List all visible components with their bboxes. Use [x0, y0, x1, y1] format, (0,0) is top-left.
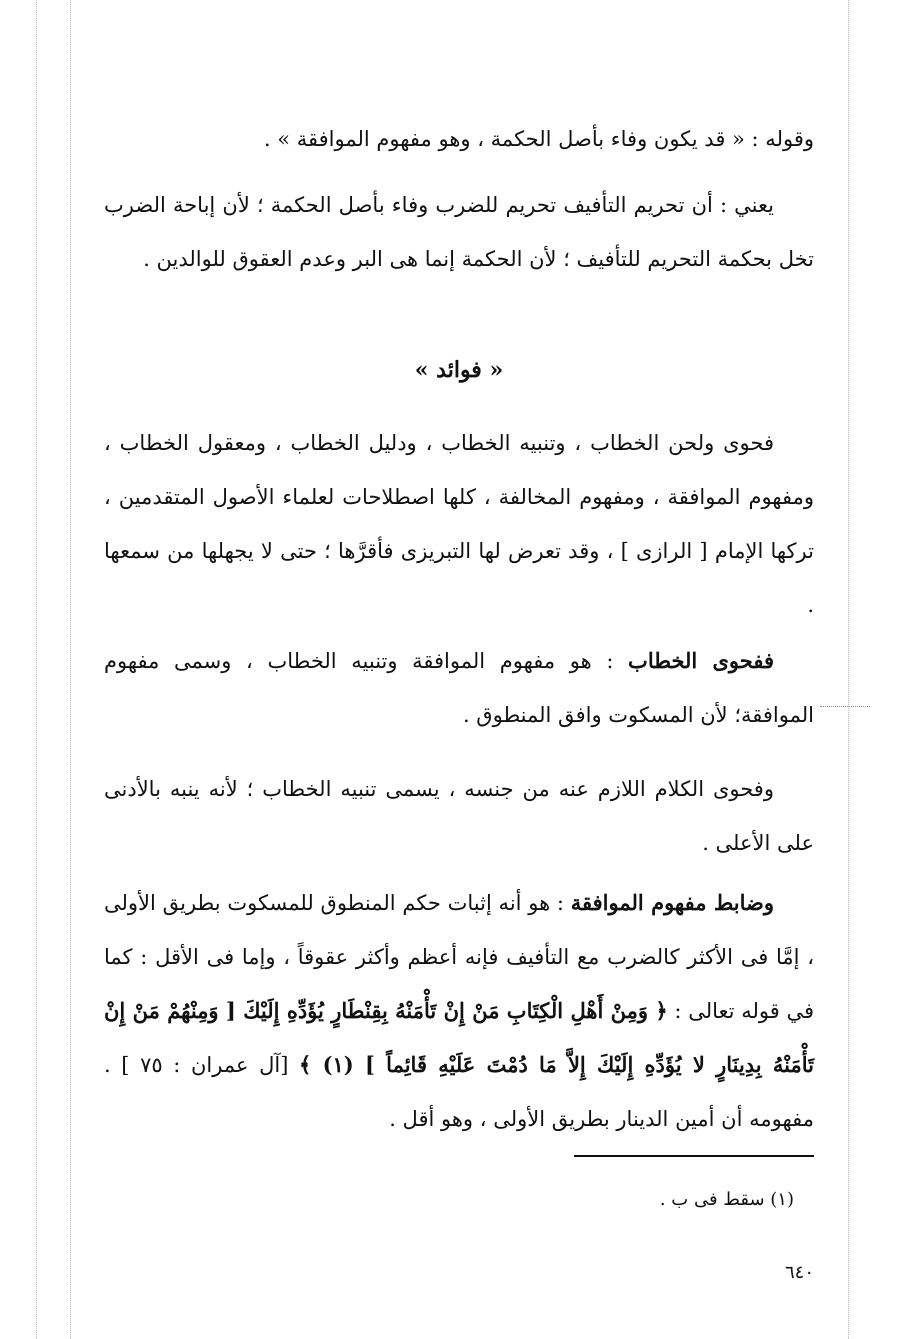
term-lead: ففحوى الخطاب [628, 648, 774, 673]
verse-reference: [آل عمران : ٧٥ ] . مفهومه أن أمين الدينار بطريق الأولى ، وهو أقل . [104, 1053, 814, 1131]
paragraph-dabit [104, 876, 814, 1146]
paragraph-explanation [104, 178, 814, 286]
paragraph-text: وفحوى الكلام اللازم عنه من جنسه ، يسمى تنبيه الخطاب ؛ لأنه ينبه بالأدنى على الأعلى . [104, 777, 814, 855]
paragraph-fahwa-kalam [104, 762, 814, 870]
term-text: : هو مفهوم الموافقة وتنبيه الخطاب ، وسمى مفهوم الموافقة؛ لأن المسكوت وافق المنطوق . [104, 649, 814, 727]
margin-mark [820, 706, 870, 707]
footnote: (١) سقط فى ب . [659, 1189, 794, 1210]
paragraph-text: يعني : أن تحريم التأفيف تحريم للضرب وفاء بأصل الحكمة ؛ لأن إباحة الضرب تخل بحكمة التحريم للتأفيف ؛ لأن الحكمة إنما هى البر وعدم العقوق للوالدين . [104, 193, 814, 271]
paragraph-text [104, 634, 814, 742]
quran-verse: ﴿ وَمِنْ أَهْلِ الْكِتَابِ مَنْ إِنْ تَأْمَنْهُ بِقِنْطَارٍ يُؤَدِّهِ إِلَيْكَ [ وَمِنْهُمْ مَنْ إِنْ تَأْمَنْهُ بِدِينَارٍ لا يُؤَدِّهِ إِلَيْكَ إِلاَّ مَا دُمْتَ عَلَيْهِ قَائِماً ] (١) ﴾ [104, 998, 814, 1077]
footnote-divider [574, 1155, 814, 1157]
quote-line: وقوله : « قد يكون وفاء بأصل الحكمة ، وهو مفهوم الموافقة » . [263, 127, 814, 151]
paragraph-text [104, 876, 814, 1146]
term-lead: وضابط مفهوم الموافقة [570, 890, 774, 915]
paragraph-fahwa-definition [104, 634, 814, 742]
scan-edge-line [36, 0, 37, 1339]
page-number: ٦٤٠ [784, 1262, 814, 1283]
scan-edge-line [848, 0, 849, 1339]
paragraph-fawaid [104, 416, 814, 632]
section-heading: « فوائد » [414, 357, 504, 383]
scan-edge-line [70, 0, 71, 1339]
paragraph-text: فحوى ولحن الخطاب ، وتنبيه الخطاب ، ودليل الخطاب ، ومعقول الخطاب ، ومفهوم الموافقة ، ومفهوم المخالفة ، كلها اصطلاحات لعلماء الأصول المتقدمين ، تركها الإمام [ الرازى ] ، وقد تعرض لها التبريزى فأقرَّها ؛ حتى لا يجهلها من سمعها . [104, 431, 814, 617]
term-text: : هو أنه إثبات حكم المنطوق للمسكوت بطريق الأولى ، إمَّا فى الأكثر كالضرب مع التأفيف فإنه أعظم وأكثر عقوقاً ، وإما فى الأقل : كما في قوله تعالى : [104, 891, 814, 1023]
